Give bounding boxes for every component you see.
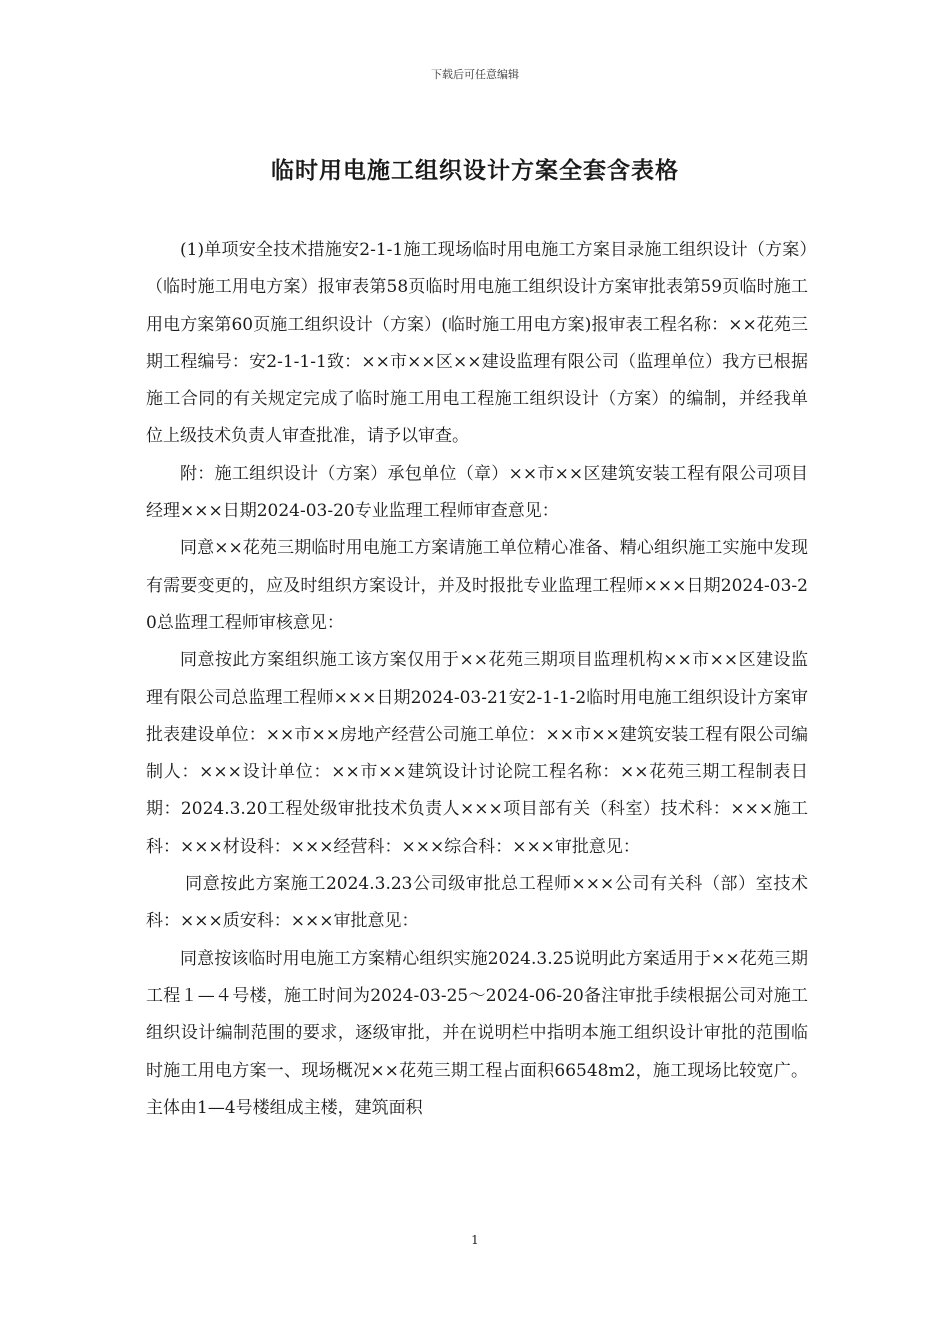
paragraph-2: 附：施工组织设计（方案）承包单位（章）××市××区建筑安装工程有限公司项目经理×××日期2024-03-20专业监理工程师审查意见： [146, 463, 808, 522]
paragraph-3: 同意××花苑三期临时用电施工方案请施工单位精心准备、精心组织施工实施中发现有需要变更的，应及时组织方案设计，并及时报批专业监理工程师×××日期2024-03-20总监理工程师审核意见： [146, 538, 808, 633]
paragraph-6: 同意按该临时用电施工方案精心组织实施2024.3.25说明此方案适用于××花苑三期工程１—４号楼，施工时间为2024-03-25～2024-06-20备注审批手续根据公司对施工组织设计编制范围的要求，逐级审批，并在说明栏中指明本施工组织设计审批的范围临时施工用电方案一、现场概况××花苑三期工程占面积66548m2，施工现场比较宽广。主体由1—4号楼组成主楼，建筑面积 [146, 948, 808, 1118]
paragraph-5: 同意按此方案施工2024.3.23公司级审批总工程师×××公司有关科（部）室技术科：×××质安科：×××审批意见： [146, 874, 808, 932]
paragraph-4: 同意按此方案组织施工该方案仅用于××花苑三期项目监理机构××市××区建设监理有限公司总监理工程师×××日期2024-03-21安2-1-1-2临时用电施工组织设计方案审批表建设单位：××市××房地产经营公司施工单位：××市××建筑安装工程有限公司编制人：×××设计单位：××市××建筑设计讨论院工程名称：××花苑三期工程制表日期：2024.3.20工程处级审批技术负责人×××项目部有关（科室）技术科：×××施工科：×××材设科：×××经营科：×××综合科：×××审批意见： [146, 650, 808, 857]
document-body [146, 232, 808, 1127]
page-number: 1 [471, 1233, 479, 1247]
paragraph-1: (1)单项安全技术措施安2-1-1施工现场临时用电施工方案目录施工组织设计（方案）（临时施工用电方案）报审表第58页临时用电施工组织设计方案审批表第59页临时施工用电方案第60页施工组织设计（方案）(临时施工用电方案)报审表工程名称：××花苑三期工程编号：安2-1-1-1致：××市××区××建设监理有限公司（监理单位）我方已根据施工合同的有关规定完成了临时施工用电工程施工组织设计（方案）的编制，并经我单位上级技术负责人审查批准，请予以审查。 [146, 240, 808, 447]
document-title: 临时用电施工组织设计方案全套含表格 [271, 157, 679, 184]
page-header-note: 下载后可任意编辑 [431, 68, 519, 81]
